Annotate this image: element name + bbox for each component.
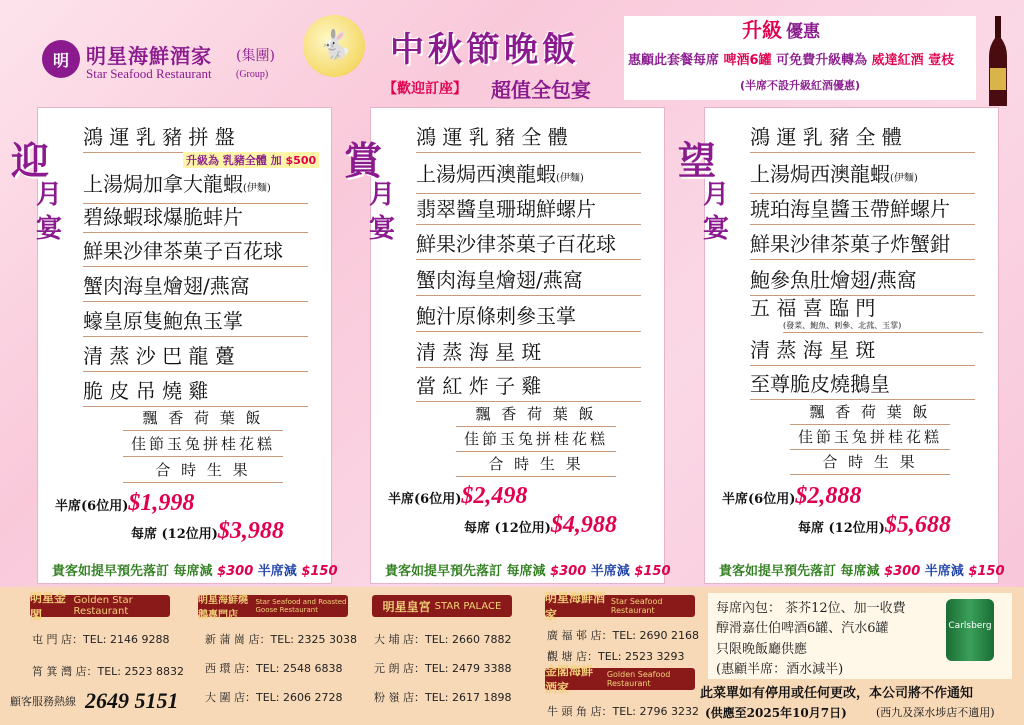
dish — [83, 170, 308, 204]
branch-phone: 大 圍 店：TEL: 2606 2728 — [205, 691, 343, 704]
promo-amount-full: $300 — [217, 564, 254, 579]
dish: 鮮果沙律茶菓子炸蟹鉗 — [750, 230, 975, 260]
dish-note: (伊麵) — [556, 173, 584, 184]
half-price: $2,498 — [461, 483, 528, 509]
brand-name-cn: 明星海鮮酒家 — [86, 44, 212, 68]
dish: 蟹肉海皇燴翅/燕窩 — [416, 266, 641, 296]
package-info-line: 每席內包： 茶芥12位、加一收費 — [716, 601, 906, 616]
full-table-price — [464, 512, 617, 539]
full-price: $4,988 — [550, 512, 617, 538]
small-dish: 合 時 生 果 — [790, 450, 950, 475]
promo-text-b: 半席減 — [590, 564, 630, 579]
upgrade-line — [628, 49, 954, 68]
logo-icon: 明 — [42, 40, 80, 78]
dish-note: (伊麵) — [890, 173, 918, 184]
dish-text: 上湯焗加拿大龍蝦 — [83, 172, 243, 196]
early-booking-promo — [385, 560, 671, 579]
branch-phone: 西 環 店：TEL: 2548 6838 — [205, 662, 343, 675]
dish — [416, 160, 641, 194]
upgrade-title-purple: 優惠 — [786, 22, 820, 42]
promo-amount-half: $150 — [968, 564, 1005, 579]
upgrade-note: (半席不設升級紅酒優惠) — [740, 79, 861, 92]
promo-text-a: 貴客如提早預先落訂 每席減 — [385, 564, 546, 579]
dish: 翡翠醬皇珊瑚鮮螺片 — [416, 195, 641, 225]
restaurant-banner — [545, 591, 695, 622]
restaurant-banner — [372, 595, 512, 617]
early-booking-promo — [52, 560, 338, 579]
promo-amount-full: $300 — [550, 564, 587, 579]
hotline-label: 顧客服務熱線 — [10, 695, 76, 708]
dish — [750, 160, 975, 194]
upgrade-text-b: 可免費升級轉為 — [771, 53, 872, 68]
promo-text-a: 貴客如提早預先落訂 每席減 — [52, 564, 213, 579]
dish: 鴻 運 乳 豬 全 體 — [416, 123, 641, 153]
upcharge-badge — [183, 152, 319, 168]
supply-period: (供應至2025年10月7日) — [705, 706, 847, 720]
upgrade-title-red: 升級 — [742, 18, 782, 42]
menu-name-head: 望 — [678, 138, 717, 183]
small-dish: 佳節玉兔拼桂花糕 — [790, 425, 950, 450]
banner-en: Star Seafood Restaurant — [610, 597, 663, 615]
branch-phone: 筲 箕 灣 店：TEL: 2523 8832 — [32, 665, 184, 678]
banner-cn: 明星皇宮 — [382, 599, 431, 614]
brand-name-en: Star Seafood Restaurant — [86, 66, 212, 81]
promo-amount-half: $150 — [634, 564, 671, 579]
banner-cn: 明星金閣 — [30, 591, 67, 622]
promo-amount-full: $300 — [884, 564, 921, 579]
package-info-line: 醇滑嘉仕伯啤酒6罐、汽水6罐 — [716, 621, 889, 636]
change-notice: 此菜單如有停用或任何更改，本公司將不作通知 — [700, 686, 974, 701]
dish: 清 蒸 海 星 斑 — [416, 338, 641, 368]
menu-panel-ying — [11, 107, 338, 584]
package-info-line: 只限晚飯廳供應 — [716, 642, 808, 657]
banner-en: Star Seafood and Roasted Goose Restaurant — [255, 598, 347, 614]
upgrade-wine: 威達紅酒 壹枝 — [871, 53, 955, 68]
menu-name-sub: 月宴 — [703, 180, 730, 244]
menu-panel-shang — [344, 107, 671, 584]
dish: 鮮果沙律茶菓子百花球 — [83, 237, 308, 267]
footer — [0, 587, 1024, 725]
half-label: 半席(6位用) — [722, 492, 796, 507]
restaurant-banner — [545, 664, 695, 695]
full-price: $5,688 — [884, 512, 951, 538]
promo-text-b: 半席減 — [257, 564, 297, 579]
dish: 鮮果沙律茶菓子百花球 — [416, 230, 641, 260]
branch-phone: 大 埔 店：TEL: 2660 7882 — [374, 633, 512, 646]
rabbit-icon: 🐇 — [318, 28, 353, 61]
full-price: $3,988 — [217, 518, 284, 544]
branch-phone: 元 朗 店：TEL: 2479 3388 — [374, 662, 512, 675]
branch-phone: 廣 福 邨 店：TEL: 2690 2168 — [547, 629, 699, 642]
half-label: 半席(6位用) — [388, 492, 462, 507]
banner-en: Golden Star Restaurant — [73, 595, 133, 617]
full-label: 每席 (12位用) — [464, 521, 551, 536]
branch-phone: 牛 頭 角 店：TEL: 2796 3232 — [547, 705, 699, 718]
small-dish: 合 時 生 果 — [456, 452, 616, 477]
exclusion-note: (西九及深水埗店不適用) — [876, 706, 995, 719]
dish: 鴻 運 乳 豬 拼 盤 — [83, 123, 308, 153]
small-dish: 佳節玉兔拼桂花糕 — [123, 432, 283, 457]
dish: 蟹肉海皇燴翅/燕窩 — [83, 272, 308, 302]
dish: 當 紅 炸 子 雞 — [416, 372, 641, 402]
dish-note: (發菜、鮑魚、刺參、北菰、玉掌) — [783, 320, 983, 333]
wine-bottle-icon — [987, 16, 1009, 108]
banner-cn: 明星海鮮燒鵝專門店 — [198, 595, 248, 621]
dish: 至尊脆皮燒鵝皇 — [750, 370, 975, 400]
full-label: 每席 (12位用) — [798, 521, 885, 536]
promo-amount-half: $150 — [301, 564, 338, 579]
banner-cn: 金閣海鮮酒家 — [545, 664, 594, 695]
menu-name-sub: 月宴 — [36, 180, 63, 244]
menu-panel-wang — [678, 107, 1005, 584]
full-label: 每席 (12位用) — [131, 527, 218, 542]
small-dish: 飄 香 荷 葉 飯 — [123, 406, 283, 431]
hotline-number: 2649 5151 — [85, 688, 179, 713]
dish: 五 福 喜 臨 門 — [750, 296, 876, 320]
promo-text-b: 半席減 — [924, 564, 964, 579]
branch-phone: 新 蒲 崗 店：TEL: 2325 3038 — [205, 633, 357, 646]
brand-group-cn: (集團) — [236, 48, 275, 64]
branch-phone: 觀 塘 店：TEL: 2523 3293 — [547, 650, 685, 663]
half-price: $2,888 — [795, 483, 862, 509]
dish: 碧綠蝦球爆脆蚌片 — [83, 203, 308, 233]
half-table-price — [55, 490, 194, 517]
brand-group-en: (Group) — [236, 69, 269, 80]
dish-note: (伊麵) — [243, 183, 271, 194]
welcome-booking: 【歡迎訂座】 — [383, 81, 467, 97]
restaurant-banner — [30, 591, 170, 622]
dish: 琥珀海皇醬玉帶鮮螺片 — [750, 195, 975, 225]
upgrade-text-a: 惠顧此套餐每席 — [628, 53, 724, 68]
banner-cn: 明星海鮮酒家 — [545, 591, 606, 622]
can-label: Carlsberg — [948, 621, 992, 631]
small-dish: 佳節玉兔拼桂花糕 — [456, 427, 616, 452]
dish: 清 蒸 海 星 斑 — [750, 336, 975, 366]
beer-can-icon — [946, 599, 994, 661]
half-price: $1,998 — [128, 490, 195, 516]
branch-phone: 屯 門 店：TEL: 2146 9288 — [32, 633, 170, 646]
upcharge-price: $500 — [285, 154, 317, 167]
dish: 脆 皮 吊 燒 雞 — [83, 377, 308, 407]
menu-name-head: 賞 — [344, 138, 383, 183]
dish: 蠔皇原隻鮑魚玉掌 — [83, 307, 308, 337]
small-dish: 飄 香 荷 葉 飯 — [456, 402, 616, 427]
deal-subtitle: 超值全包宴 — [491, 78, 591, 102]
small-dish: 飄 香 荷 葉 飯 — [790, 400, 950, 425]
dish-text: 上湯焗西澳龍蝦 — [750, 162, 890, 186]
half-table-price — [388, 483, 527, 510]
dish: 鮑參魚肚燴翅/燕窩 — [750, 266, 975, 296]
full-table-price — [798, 512, 951, 539]
page-title: 中秋節晚飯 — [390, 30, 580, 70]
menu-name-head: 迎 — [11, 138, 50, 183]
dish: 清 蒸 沙 巴 龍 躉 — [83, 342, 308, 372]
dish-text: 上湯焗西澳龍蝦 — [416, 162, 556, 186]
banner-en: Golden Seafood Restaurant — [606, 670, 671, 688]
restaurant-banner — [198, 595, 348, 621]
early-booking-promo — [719, 560, 1005, 579]
banner-en: STAR PALACE — [434, 600, 502, 612]
half-label: 半席(6位用) — [55, 499, 129, 514]
upcharge-label: 升級為 乳豬全體 加 — [186, 154, 282, 167]
branch-phone: 粉 嶺 店：TEL: 2617 1898 — [374, 691, 512, 704]
package-info-line: (惠顧半席：酒水減半) — [716, 662, 844, 677]
promo-text-a: 貴客如提早預先落訂 每席減 — [719, 564, 880, 579]
dish: 鴻 運 乳 豬 全 體 — [750, 123, 975, 153]
menu-name-sub: 月宴 — [369, 180, 396, 244]
dish: 鮑汁原條刺參玉掌 — [416, 302, 641, 332]
full-table-price — [131, 518, 284, 545]
upgrade-beer: 啤酒6罐 — [723, 53, 772, 68]
small-dish: 合 時 生 果 — [123, 458, 283, 483]
half-table-price — [722, 483, 861, 510]
